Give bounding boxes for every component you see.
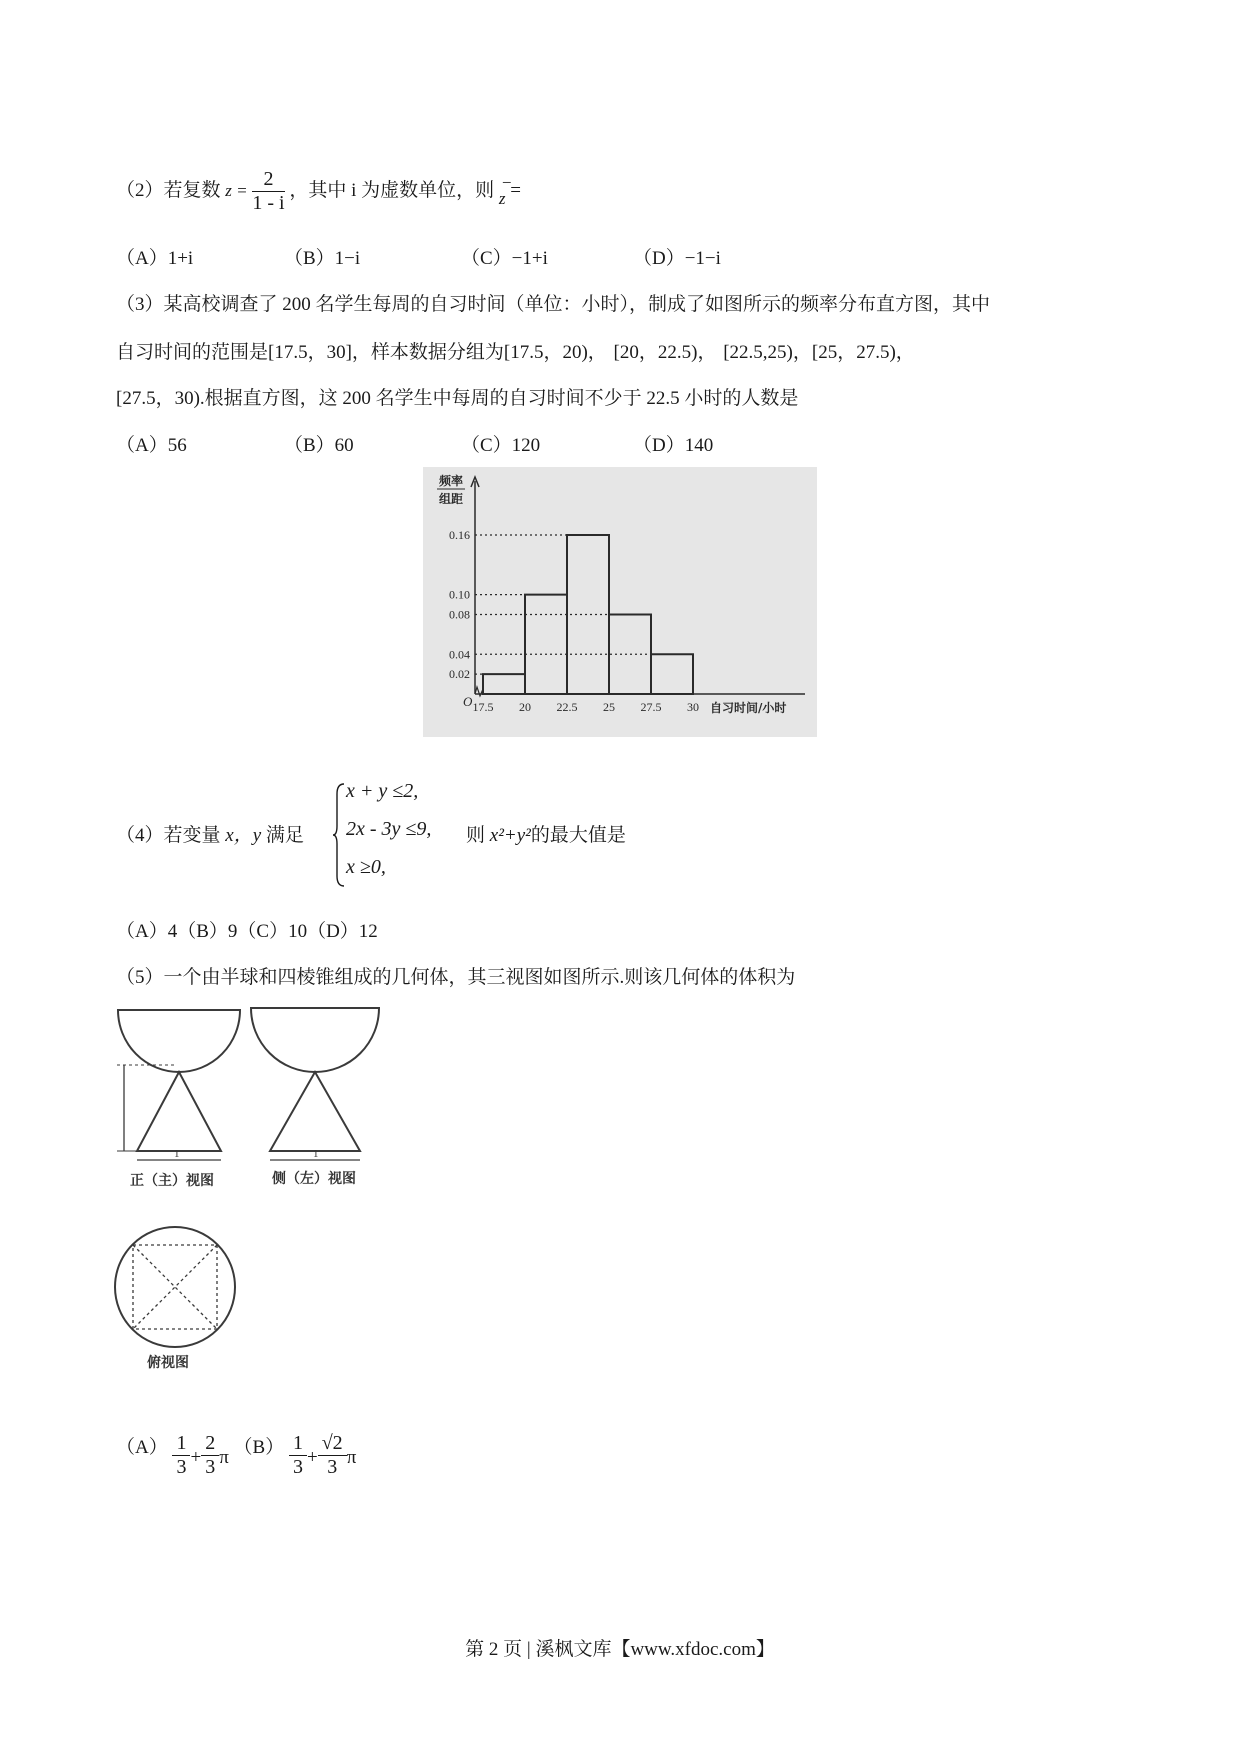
q2-zbar: − z [498, 172, 513, 208]
q5-option-b-label: （B） [233, 1437, 285, 1458]
q4-expr: x²+y² [489, 825, 531, 846]
histogram-bar [483, 674, 525, 694]
front-view [117, 1010, 240, 1160]
y-tick-label: 0.02 [449, 667, 470, 682]
x-tick-label: 22.5 [556, 700, 578, 714]
page-footer: 第 2 页 | 溪枫文库【www.xfdoc.com】 [465, 1639, 775, 1660]
histogram-bar [567, 535, 609, 694]
q2-option-b: （B）1−i [284, 248, 361, 269]
x-axis-label: 自习时间/小时 [710, 701, 787, 715]
q5-option-b-frac2: $\frac{√2}{3}$ [318, 1432, 347, 1479]
q4-prefix: （4）若变量 [116, 825, 221, 846]
x-tick-label: 25 [603, 700, 615, 714]
q2-denominator: 1 - i [252, 192, 285, 214]
q3-option-d: （D）140 [633, 435, 714, 456]
side-view-dim: 1 [313, 1148, 319, 1160]
top-view [115, 1227, 235, 1347]
pi-symbol: π [346, 1447, 357, 1468]
q3-line-1: （3）某高校调查了 200 名学生每周的自习时间（单位：小时），制成了如图所示的频率分布直方图，其中 [116, 294, 991, 315]
y-tick-label: 0.08 [449, 607, 470, 622]
y-label-bottom: 组距 [438, 492, 464, 506]
q2-z-eq: z = [225, 180, 248, 200]
q3-option-a: （A）56 [116, 435, 187, 456]
q2-option-c: （C）−1+i [461, 248, 548, 269]
q4-condition-1: x + y ≤2, [346, 780, 419, 802]
x-tick-label: 20 [519, 700, 531, 714]
q3-option-c: （C）120 [461, 435, 541, 456]
q3-line-2: 自习时间的范围是[17.5，30]，样本数据分组为[17.5，20)， [20，22.5)， [22.5,25)，[25，27.5)， [116, 342, 915, 363]
q2-options [116, 243, 721, 270]
q4-condition-2: 2x - 3y ≤9, [346, 818, 432, 840]
y-tick-label: 0.04 [449, 647, 470, 662]
front-view-dim: 1 [174, 1148, 180, 1160]
q2-prefix: （2）若复数 [116, 179, 221, 201]
q4-mid: 满足 [265, 825, 304, 846]
histogram-figure [423, 467, 817, 737]
side-view [251, 1008, 379, 1160]
x-tick-label: 17.5 [472, 700, 494, 714]
x-tick-label: 27.5 [640, 700, 662, 714]
side-view-label: 侧（左）视图 [272, 1171, 356, 1187]
q4-suffix: 的最大值是 [530, 825, 626, 846]
q5-option-b-frac1: $\frac{1}{3}$ [289, 1432, 307, 1479]
q2-suffix: ，其中 i 为虚数单位，则 [289, 179, 495, 201]
q5-option-a-frac2: $\frac{2}{3}$ [201, 1432, 219, 1479]
q2-option-d: （D）−1−i [633, 248, 721, 269]
q5-options [116, 1434, 356, 1479]
histogram-bar [651, 654, 693, 694]
q4-then: 则 [466, 825, 486, 846]
q3-options [116, 430, 713, 457]
origin-label: O [463, 694, 473, 709]
x-tick-label: 30 [687, 700, 699, 714]
front-view-label: 正（主）视图 [130, 1173, 214, 1189]
y-tick-label: 0.16 [449, 528, 470, 542]
q4-options: （A）4（B）9（C）10（D）12 [116, 921, 378, 942]
q4-condition-3: x ≥0, [346, 856, 386, 878]
q2-eq: = [510, 179, 521, 201]
three-view-drawing [110, 1000, 380, 1371]
y-tick-label: 0.10 [449, 587, 470, 602]
plus-sign: + [190, 1447, 202, 1468]
q3-option-b: （B）60 [284, 435, 354, 456]
q4-line [116, 820, 304, 847]
left-brace-icon [332, 782, 346, 888]
q5-text: （5）一个由半球和四棱锥组成的几何体，其三视图如图所示.则该几何体的体积为 [116, 967, 796, 988]
q4-line-tail [466, 820, 626, 847]
y-label-top: 频率 [438, 474, 464, 488]
q5-option-a-frac1: $\frac{1}{3}$ [172, 1432, 190, 1479]
plus-sign: + [306, 1447, 318, 1468]
histogram-chart [423, 467, 817, 737]
q2-line [116, 168, 521, 215]
q2-numerator: 2 [263, 168, 274, 190]
q2-option-a: （A）1+i [116, 248, 194, 269]
q5-option-a-label: （A） [116, 1437, 168, 1458]
q4-vars: x，y [225, 825, 262, 846]
q2-fraction [252, 168, 284, 215]
pi-symbol: π [219, 1447, 229, 1468]
q3-line-3: [27.5，30).根据直方图，这 200 名学生中每周的自习时间不少于 22.5 小时的人数是 [116, 388, 799, 409]
histogram-bar [525, 595, 567, 694]
top-view-label: 俯视图 [147, 1355, 189, 1371]
